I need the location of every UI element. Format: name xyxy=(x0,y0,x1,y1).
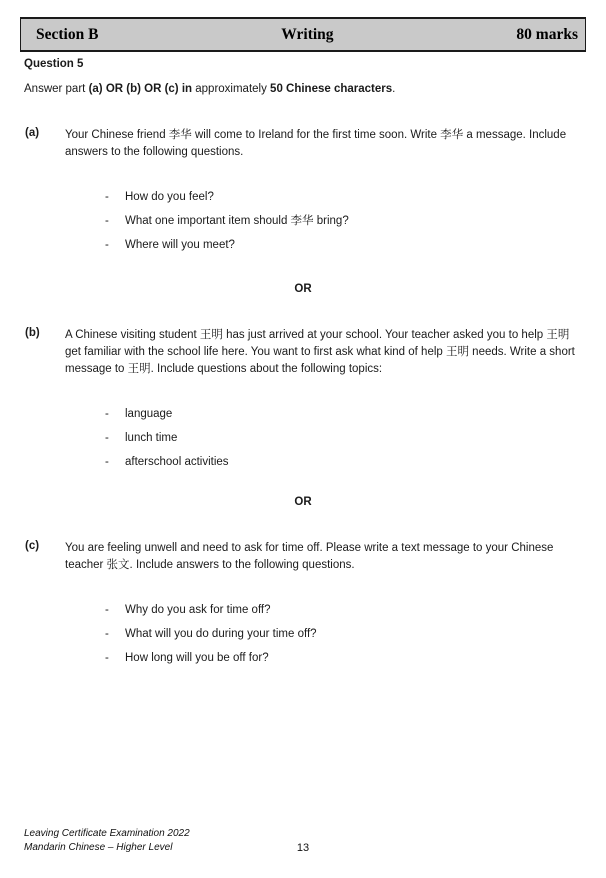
list-item xyxy=(105,627,606,642)
part-c-label: (c) xyxy=(25,540,40,552)
list-item xyxy=(105,407,606,422)
instruction-bold-parts: (a) OR (b) OR (c) in xyxy=(88,83,193,95)
list-item xyxy=(105,214,606,229)
section-title: Writing xyxy=(281,25,334,43)
bullet-dash: - xyxy=(105,239,109,251)
bullet-text: afterschool activities xyxy=(125,456,229,468)
part-a-bullets xyxy=(0,190,606,253)
part-c-text: You are feeling unwell and need to ask for time off. Please write a text message to your Chinese teacher 张文. Include answers to the following questions. xyxy=(65,542,554,571)
list-item xyxy=(105,238,606,253)
bullet-text: lunch time xyxy=(125,432,178,444)
bullet-dash: - xyxy=(105,604,109,616)
or-separator-2: OR xyxy=(294,496,312,508)
or-separator-1: OR xyxy=(294,283,312,295)
bullet-dash: - xyxy=(105,191,109,203)
list-item xyxy=(105,603,606,618)
bullet-text: How long will you be off for? xyxy=(125,652,269,664)
section-marks: 80 marks xyxy=(516,25,578,43)
part-a-label: (a) xyxy=(25,127,40,139)
instruction-bold-length: 50 Chinese characters xyxy=(270,83,393,95)
bullet-text: language xyxy=(125,408,173,420)
bullet-dash: - xyxy=(105,652,109,664)
instruction-post: . xyxy=(392,83,396,95)
bullet-text: What one important item should 李华 bring? xyxy=(125,215,349,227)
list-item xyxy=(105,190,606,205)
bullet-text: What will you do during your time off? xyxy=(125,628,317,640)
page-number: 13 xyxy=(296,842,310,854)
footer-subject: Mandarin Chinese – Higher Level xyxy=(24,842,173,853)
part-c xyxy=(0,540,606,574)
list-item xyxy=(105,651,606,666)
bullet-dash: - xyxy=(105,628,109,640)
bullet-text: How do you feel? xyxy=(125,191,214,203)
page-footer xyxy=(24,827,582,855)
bullet-dash: - xyxy=(105,456,109,468)
bullet-dash: - xyxy=(105,408,109,420)
part-a xyxy=(0,127,606,161)
bullet-text: Where will you meet? xyxy=(125,239,235,251)
bullet-text: Why do you ask for time off? xyxy=(125,604,271,616)
list-item xyxy=(105,455,606,470)
part-b-bullets xyxy=(0,407,606,470)
part-a-text: Your Chinese friend 李华 will come to Ireland for the first time soon. Write 李华 a message. Include answers to the following questions. xyxy=(65,129,567,158)
part-b xyxy=(0,327,606,378)
section-header-bar xyxy=(20,17,586,52)
footer-exam-title: Leaving Certificate Examination 2022 xyxy=(24,828,190,839)
instruction-mid: approximately xyxy=(192,83,271,95)
instruction-line xyxy=(24,83,606,95)
instruction-pre: Answer part xyxy=(24,83,89,95)
bullet-dash: - xyxy=(105,215,109,227)
bullet-dash: - xyxy=(105,432,109,444)
part-b-text: A Chinese visiting student 王明 has just arrived at your school. Your teacher asked you to help 王明 get familiar with the school life here. You want to first ask what kind of help 王明 needs. Write a short message to 王明. Include questions about the following topics: xyxy=(65,329,575,375)
footer-row xyxy=(24,841,582,855)
question-label: Question 5 xyxy=(24,58,84,70)
list-item xyxy=(105,431,606,446)
section-label: Section B xyxy=(36,25,99,43)
part-b-label: (b) xyxy=(25,327,40,339)
part-c-bullets xyxy=(0,603,606,666)
